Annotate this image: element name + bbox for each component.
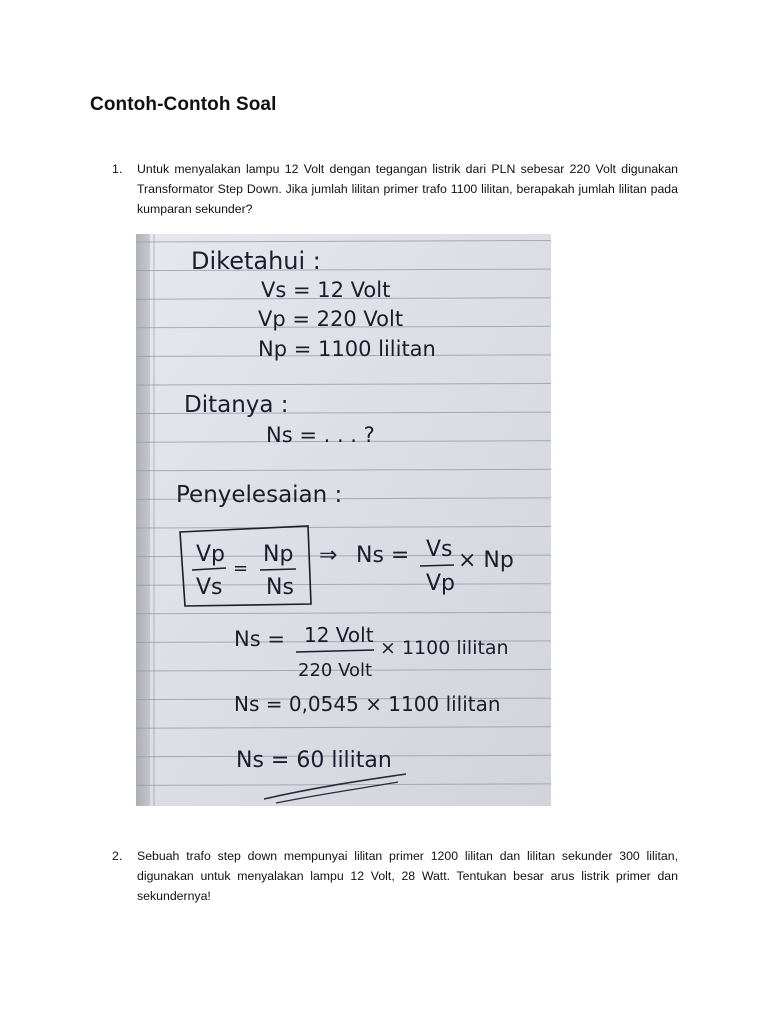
hw-step1-denominator: 220 Volt [298,660,373,681]
hw-answer: Ns = 60 lilitan [236,748,392,773]
hw-derived-vs: Vs [426,537,453,562]
problem-number: 1. [112,162,123,176]
hw-given-vs: Vs = 12 Volt [261,278,391,302]
problem-text: Untuk menyalakan lampu 12 Volt dengan tegangan listrik dari PLN sebesar 220 Volt digunakan Transformator Step Down. Jika jumlah lilitan primer trafo 1100 lilitan, berapakah jumlah lilitan pada kumparan sekunder? [137,162,678,216]
problem-number: 2. [112,849,123,863]
hw-derived-times-np: × Np [458,548,514,573]
problem-1 [112,159,678,219]
hw-formula-np: Np [263,542,294,567]
hw-step1-numerator: 12 Volt [304,623,374,647]
hw-given-vp: Vp = 220 Volt [258,307,404,331]
hw-asked-ns: Ns = . . . ? [266,423,375,447]
hw-formula-vp: Vp [196,542,226,567]
handwritten-solution-photo [136,234,551,806]
page-title: Contoh-Contoh Soal [90,94,277,115]
hw-derived-vp: Vp [426,571,456,596]
binding-edge [136,234,150,806]
problem-2 [112,846,678,906]
hw-formula-ns: Ns [266,575,294,600]
hw-diketahui-heading: Diketahui : [191,247,321,275]
hw-formula-vs: Vs [196,575,223,600]
fraction-bar [260,569,296,570]
hw-step2: Ns = 0,0545 × 1100 lilitan [234,692,501,716]
hw-derived-lhs: Ns = [356,543,410,568]
hw-implies-arrow: ⇒ [319,543,338,568]
notebook-page [136,234,551,806]
hw-given-np: Np = 1100 lilitan [258,337,436,361]
problem-text: Sebuah trafo step down mempunyai lilitan primer 1200 lilitan dan lilitan sekunder 300 lilitan, digunakan untuk menyalakan lampu 12 Volt, 28 Watt. Tentukan besar arus listrik primer dan sekundernya! [137,849,678,903]
hw-formula-eq: = [233,558,249,579]
hw-ditanya-heading: Ditanya : [184,392,289,418]
hw-step1-lhs: Ns = [234,627,285,651]
hw-step1-rest: × 1100 lilitan [380,637,509,659]
fraction-bar [420,565,454,566]
hw-penyelesaian-heading: Penyelesaian : [176,482,343,508]
